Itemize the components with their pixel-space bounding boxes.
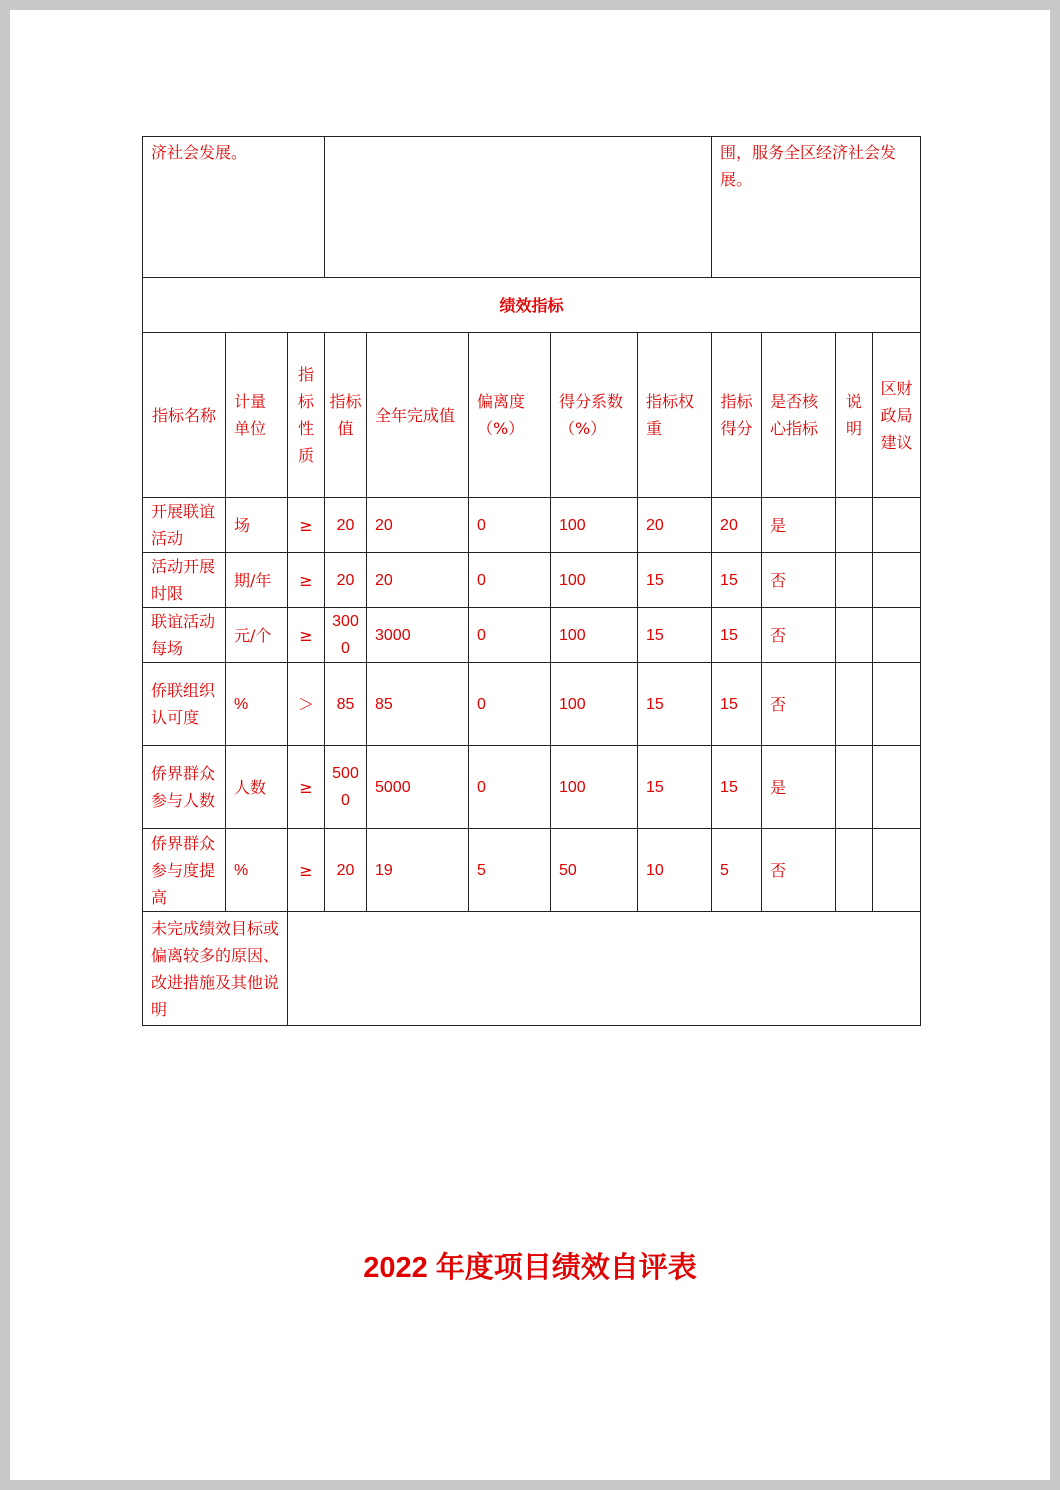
cell-score: 15 xyxy=(712,663,762,746)
col-header-coef: 得分系数（%） xyxy=(551,333,638,498)
cell-name: 侨联组织认可度 xyxy=(143,663,226,746)
col-header-note: 说明 xyxy=(836,333,873,498)
intro-right-cell: 围，服务全区经济社会发展。 xyxy=(712,137,921,278)
cell-unit: 元/个 xyxy=(226,608,288,663)
cell-advice xyxy=(873,498,921,553)
intro-row xyxy=(143,137,921,278)
cell-name: 侨界群众参与人数 xyxy=(143,746,226,829)
header-row xyxy=(143,333,921,498)
cell-nature: ＞ xyxy=(288,663,325,746)
cell-nature: ≥ xyxy=(288,553,325,608)
section-title-row xyxy=(143,278,921,333)
cell-nature: ≥ xyxy=(288,498,325,553)
cell-nature: ≥ xyxy=(288,829,325,912)
cell-weight: 15 xyxy=(638,608,712,663)
cell-deviation: 5 xyxy=(469,829,551,912)
cell-coef: 100 xyxy=(551,663,638,746)
cell-coef: 100 xyxy=(551,608,638,663)
footer-content xyxy=(288,912,921,1026)
cell-deviation: 0 xyxy=(469,553,551,608)
cell-note xyxy=(836,746,873,829)
cell-actual: 20 xyxy=(367,553,469,608)
cell-deviation: 0 xyxy=(469,663,551,746)
section-title: 绩效指标 xyxy=(143,278,921,333)
cell-weight: 15 xyxy=(638,553,712,608)
cell-score: 15 xyxy=(712,553,762,608)
col-header-nature: 指标性质 xyxy=(288,333,325,498)
col-header-score: 指标得分 xyxy=(712,333,762,498)
table-row xyxy=(143,498,921,553)
col-header-advice: 区财政局建议 xyxy=(873,333,921,498)
cell-weight: 15 xyxy=(638,746,712,829)
cell-coef: 50 xyxy=(551,829,638,912)
cell-target: 85 xyxy=(325,663,367,746)
cell-core: 否 xyxy=(762,553,836,608)
cell-advice xyxy=(873,829,921,912)
col-header-target: 指标值 xyxy=(325,333,367,498)
cell-deviation: 0 xyxy=(469,608,551,663)
cell-nature: ≥ xyxy=(288,608,325,663)
cell-actual: 5000 xyxy=(367,746,469,829)
cell-advice xyxy=(873,746,921,829)
cell-deviation: 0 xyxy=(469,498,551,553)
table-row xyxy=(143,553,921,608)
col-header-unit: 计量单位 xyxy=(226,333,288,498)
cell-unit: 期/年 xyxy=(226,553,288,608)
cell-score: 20 xyxy=(712,498,762,553)
cell-target: 5000 xyxy=(325,746,367,829)
cell-weight: 20 xyxy=(638,498,712,553)
cell-advice xyxy=(873,608,921,663)
document-page xyxy=(10,10,1050,1480)
cell-target: 20 xyxy=(325,553,367,608)
cell-weight: 10 xyxy=(638,829,712,912)
cell-coef: 100 xyxy=(551,553,638,608)
cell-advice xyxy=(873,663,921,746)
table-row xyxy=(143,663,921,746)
cell-name: 侨界群众参与度提高 xyxy=(143,829,226,912)
cell-note xyxy=(836,608,873,663)
cell-note xyxy=(836,553,873,608)
cell-advice xyxy=(873,553,921,608)
table-row xyxy=(143,829,921,912)
cell-score: 15 xyxy=(712,608,762,663)
cell-actual: 20 xyxy=(367,498,469,553)
cell-core: 否 xyxy=(762,829,836,912)
cell-coef: 100 xyxy=(551,746,638,829)
footer-row xyxy=(143,912,921,1026)
col-header-name: 指标名称 xyxy=(143,333,226,498)
cell-core: 是 xyxy=(762,746,836,829)
cell-actual: 85 xyxy=(367,663,469,746)
intro-middle-cell xyxy=(325,137,712,278)
cell-target: 20 xyxy=(325,829,367,912)
cell-core: 是 xyxy=(762,498,836,553)
performance-table xyxy=(142,136,921,1026)
col-header-weight: 指标权重 xyxy=(638,333,712,498)
cell-weight: 15 xyxy=(638,663,712,746)
document-title: 2022 年度项目绩效自评表 xyxy=(363,1252,697,1284)
cell-coef: 100 xyxy=(551,498,638,553)
cell-name: 联谊活动每场 xyxy=(143,608,226,663)
table-row xyxy=(143,608,921,663)
col-header-actual: 全年完成值 xyxy=(367,333,469,498)
table-row xyxy=(143,746,921,829)
col-header-core: 是否核心指标 xyxy=(762,333,836,498)
cell-note xyxy=(836,829,873,912)
cell-actual: 19 xyxy=(367,829,469,912)
cell-note xyxy=(836,498,873,553)
cell-core: 否 xyxy=(762,663,836,746)
cell-target: 20 xyxy=(325,498,367,553)
cell-score: 15 xyxy=(712,746,762,829)
intro-left-cell: 济社会发展。 xyxy=(143,137,325,278)
col-header-deviation: 偏离度（%） xyxy=(469,333,551,498)
cell-note xyxy=(836,663,873,746)
cell-nature: ≥ xyxy=(288,746,325,829)
cell-unit: % xyxy=(226,829,288,912)
cell-score: 5 xyxy=(712,829,762,912)
footer-label: 未完成绩效目标或偏离较多的原因、改进措施及其他说明 xyxy=(143,912,288,1026)
cell-unit: % xyxy=(226,663,288,746)
cell-deviation: 0 xyxy=(469,746,551,829)
cell-name: 活动开展时限 xyxy=(143,553,226,608)
cell-actual: 3000 xyxy=(367,608,469,663)
cell-unit: 人数 xyxy=(226,746,288,829)
cell-core: 否 xyxy=(762,608,836,663)
cell-name: 开展联谊活动 xyxy=(143,498,226,553)
cell-unit: 场 xyxy=(226,498,288,553)
cell-target: 3000 xyxy=(325,608,367,663)
